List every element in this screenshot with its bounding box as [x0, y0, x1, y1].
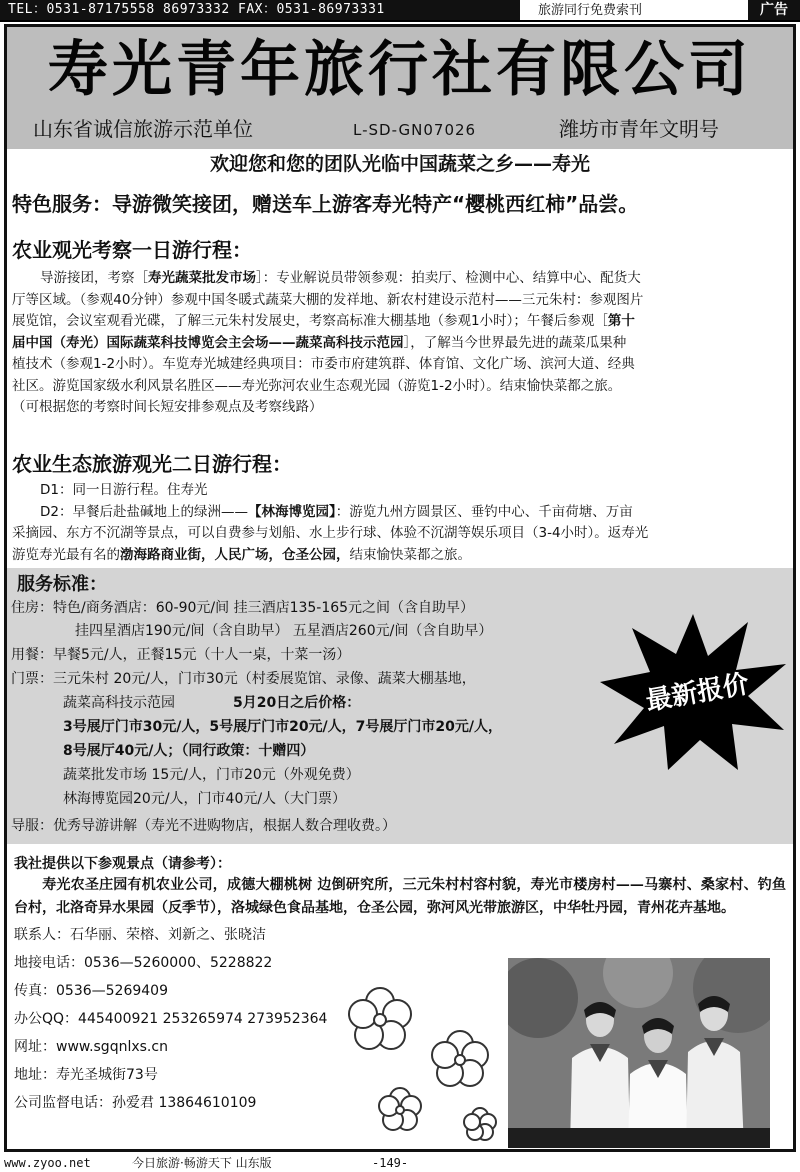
contact-supervision-phone: 公司监督电话：孙爱君 13864610109	[14, 1095, 257, 1111]
tour2-text: 结束愉快菜都之旅。	[349, 546, 471, 563]
welcome-line: 欢迎您和您的团队光临中国蔬菜之乡——寿光	[209, 153, 590, 175]
top-contact-numbers: TEL：0531-87175558 86973332 FAX：0531-86973331	[0, 0, 520, 20]
latest-price-text: 最新报价	[643, 669, 752, 717]
tour1-text: 社区。游览国家级水利风景名胜区——寿光弥河农业生态观光园（游览1-2小时）。结束愉快菜都之旅。	[12, 377, 622, 394]
contact-persons: 联系人：石华丽、荣榕、刘新之、张晓洁	[14, 927, 266, 943]
footer-site[interactable]: www.zyoo.net	[4, 1156, 91, 1170]
service-hall-prices-2: 8号展厅40元/人；（同行政策：十赠四）	[63, 743, 315, 759]
tour2-highlight-sights: 渤海路商业街，人民广场，仓圣公园，	[120, 546, 350, 563]
tour1-text: 厅等区域。（参观40分钟）参观中国冬暖式蔬菜大棚的发祥地、新农村建设示范村——三元朱村：参观图片	[12, 291, 644, 308]
top-contact-bar	[0, 0, 800, 22]
company-header	[7, 27, 793, 149]
tour1-body	[12, 268, 788, 419]
contact-website[interactable]: 网址：www.sgqnlxs.cn	[14, 1039, 168, 1055]
tour1-title: 农业观光考察一日游行程：	[12, 238, 252, 262]
tour-guides-photo	[508, 958, 770, 1148]
service-lodging-star: 挂四星酒店190元/间（含自助早） 五星酒店260元/间（含自助早）	[75, 623, 493, 639]
tour1-text: 植技术（参观1-2小时）。车览寿光城建经典项目：市委市府建筑群、体育馆、文化广场、滨河大道、经典	[12, 356, 635, 372]
tour2-day2: D2：早餐后赴盐碱地上的绿洲——	[40, 503, 248, 520]
tour1-text: 展览馆，会议室观看光碟，了解三元朱村发展史，考察高标准大棚基地（参观1小时）；午餐后参观［	[12, 313, 608, 329]
footer-slogan: 今日旅游·畅游天下 山东版	[132, 1156, 272, 1170]
tour1-text: ］：专业解说员带领参观：拍卖厅、检测中心、结算中心、配货大	[256, 270, 641, 286]
license-code: L-SD-GN07026	[353, 121, 477, 139]
credential-left: 山东省诚信旅游示范单位	[33, 117, 253, 141]
tour2-title: 农业生态旅游观光二日游行程：	[12, 452, 292, 476]
tour2-day1: D1：同一日游行程。住寿光	[40, 482, 208, 498]
spots-text: 寿光农圣庄园有机农业公司，成德大棚桃树 边倒研究所，三元朱村村容村貌，寿光市楼房村——马寨村、桑家村、钓鱼台村，北洛奇异水果园（反季节），洛城绿色食品基地，仓圣公园，弥河风光带旅游区，中华牡丹园，青州花卉基地。	[14, 877, 786, 916]
company-name: 寿光青年旅行社有限公司	[48, 35, 752, 105]
tour1-highlight-market: 寿光蔬菜批发市场	[148, 270, 256, 286]
ad-label: 广告	[748, 0, 800, 20]
tour1-highlight-expo: 第十	[607, 313, 635, 329]
tour2-body	[12, 480, 788, 566]
contact-address: 地址：寿光圣城街73号	[14, 1067, 158, 1083]
contact-phone: 地接电话：0536—5260000、5228822	[14, 955, 273, 971]
service-guide: 导服：优秀导游讲解（寿光不进购物店，根据人数合理收费。）	[11, 818, 396, 834]
page-footer	[0, 1154, 800, 1172]
spots-heading: 我社提供以下参观景点（请参考）：	[14, 856, 231, 872]
tour2-highlight-forest: 【林海博览园】	[247, 503, 336, 520]
service-tickets-park: 蔬菜高科技示范园	[63, 695, 175, 711]
service-new-price-note: 5月20日之后价格：	[233, 695, 361, 711]
tour2-text: 游览寿光最有名的	[12, 546, 120, 563]
spots-list	[14, 874, 786, 919]
tour1-highlight-expo: 届中国（寿光）国际蔬菜科技博览会主会场——蔬菜高科技示范园	[12, 334, 404, 351]
tour1-text: 导游接团，考察［	[40, 270, 148, 286]
latest-price-badge	[598, 612, 788, 772]
top-tagline: 旅游同行免费索刊	[538, 3, 643, 18]
contact-qq: 办公QQ：445400921 253265974 273952364	[14, 1011, 328, 1027]
service-title: 服务标准：	[17, 574, 107, 595]
credential-right: 潍坊市青年文明号	[559, 117, 719, 141]
service-market-ticket: 蔬菜批发市场 15元/人，门市20元（外观免费）	[63, 767, 360, 783]
contact-fax: 传真：0536—5269409	[14, 983, 168, 999]
tour1-note: （可根据您的考察时间长短安排参观点及考察线路）	[12, 399, 323, 415]
flower-decoration-icon	[330, 980, 510, 1150]
service-meals: 用餐：早餐5元/人，正餐15元（十人一桌，十菜一汤）	[11, 647, 351, 663]
feature-service-line: 特色服务：导游微笑接团，赠送车上游客寿光特产“樱桃西红柿”品尝。	[12, 192, 639, 216]
tour1-text: ］，了解当今世界最先进的蔬菜瓜果种	[403, 334, 627, 351]
service-lodging: 住房：特色/商务酒店：60-90元/间 挂三酒店135-165元之间（含自助早）	[11, 600, 475, 616]
tour2-text: 采摘园、东方不沉湖等景点，可以自费参与划船、水上步行球、体验不沉湖等娱乐项目（3-4小时）。返寿光	[12, 525, 649, 541]
tour2-text: ：游览九州方圆景区、垂钓中心、千亩荷塘、万亩	[335, 503, 633, 520]
page-number: -149-	[372, 1156, 409, 1170]
service-tickets: 门票：三元朱村 20元/人，门市30元（村委展览馆、录像、蔬菜大棚基地，	[11, 671, 476, 687]
service-hall-prices: 3号展厅门市30元/人，5号展厅门市20元/人，7号展厅门市20元/人，	[63, 719, 503, 735]
service-forest-ticket: 林海博览园20元/人，门市40元/人（大门票）	[63, 791, 347, 807]
